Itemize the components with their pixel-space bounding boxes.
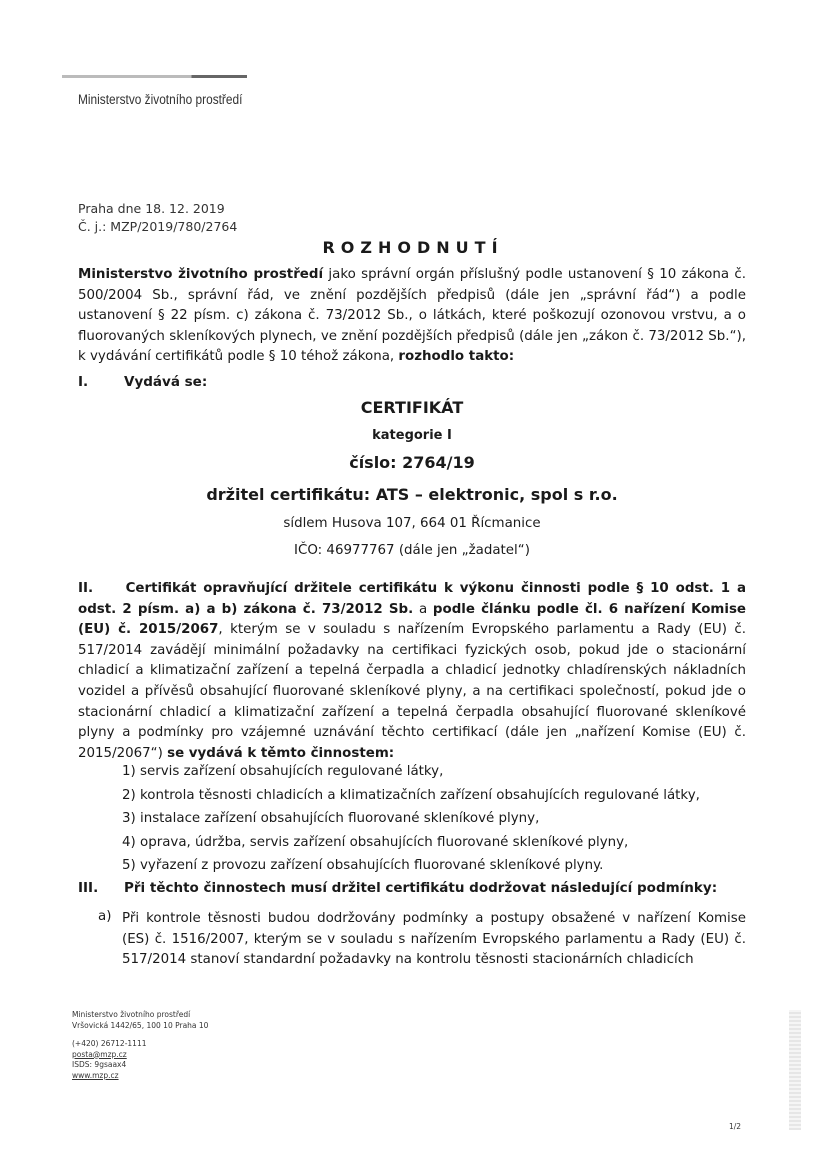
- certificate-number: číslo: 2764/19: [349, 453, 475, 472]
- section-3-label: Při těchto činnostech musí držitel certifikátu dodržovat následující podmínky:: [124, 880, 718, 896]
- footer-address: [72, 1010, 208, 1081]
- intro-text: jako správní orgán příslušný podle ustanovení § 10 zákona č. 500/2004 Sb., správní řád, ve znění pozdějších předpisů (dále jen „správní řád“) a podle ustanovení § 22 písm. c) zákona č. 73/2012 Sb., o látkách, které poškozují ozonovou vrstvu, a o fluorovaných skleníkových plynech, ve znění pozdějších předpisů (dále jen „zákon č. 73/2012 Sb.“), k vydávání certifikátů podle § 10 téhož zákona,: [78, 267, 746, 365]
- footer-isds: ISDS: 9gsaax4: [72, 1060, 127, 1069]
- item-a-marker: a): [98, 909, 112, 924]
- section-2-bold-2: podle článku podle čl. 6 nařízení Komise (EU) č. 2015/2067: [78, 601, 747, 638]
- list-item: 3) instalace zařízení obsahujících fluorované skleníkové plyny,: [122, 811, 540, 826]
- certificate-category: kategorie I: [372, 428, 452, 443]
- ministry-name: Ministerstvo životního prostředí: [78, 92, 243, 107]
- list-item: 5) vyřazení z provozu zařízení obsahujících fluorované skleníkové plyny.: [122, 858, 604, 873]
- certificate-holder: držitel certifikátu: ATS – elektronic, spol s r.o.: [206, 485, 618, 504]
- section-2-paragraph: [78, 578, 746, 764]
- date-line: Praha dne 18. 12. 2019: [78, 201, 225, 216]
- list-item: 1) servis zařízení obsahujících regulované látky,: [122, 764, 444, 779]
- letterhead-bar: [62, 75, 247, 78]
- intro-paragraph: [78, 265, 746, 368]
- intro-tail: rozhodlo takto:: [398, 349, 515, 365]
- intro-lead: Ministerstvo životního prostředí: [78, 267, 324, 282]
- section-2-tail: se vydává k těmto činnostem:: [167, 745, 395, 761]
- activity-list: [122, 760, 700, 878]
- section-2-bold-1: Certifikát opravňující držitele certifikátu k výkonu činnosti podle § 10 odst. 1 a odst. 2 písm. a) a b) zákona č. 73/2012 Sb.: [78, 581, 746, 617]
- footer-phone: (+420) 26712-1111: [72, 1039, 147, 1048]
- holder-ico: IČO: 46977767 (dále jen „žadatel“): [294, 543, 530, 558]
- item-a-text: Při kontrole těsnosti budou dodržovány podmínky a postupy obsažené v nařízení Komise (ES) č. 1516/2007, kterým se v souladu s nařízením Evropského parlamentu a Rady (EU) č. 517/2014 stanoví standardní požadavky na kontrolu těsnosti stacionárních chladicích: [122, 911, 746, 968]
- document-title: ROZHODNUTÍ: [322, 238, 504, 257]
- section-3-number: III.: [78, 880, 99, 896]
- section-1-number: I.: [78, 374, 89, 390]
- certificate-title: CERTIFIKÁT: [360, 398, 464, 417]
- section-2-number: II.: [78, 580, 94, 596]
- footer-web-link[interactable]: www.mzp.cz: [72, 1070, 119, 1080]
- list-item: 4) oprava, údržba, servis zařízení obsahujících fluorované skleníkové plyny,: [122, 834, 629, 850]
- footer-ministry: Ministerstvo životního prostředí: [72, 1010, 191, 1019]
- section-2-text: , kterým se v souladu s nařízením Evropského parlamentu a Rady (EU) č. 517/2014 zavádějí minimální požadavky na certifikaci fyzických osob, pokud jde o stacionární chladicí a klimatizační zařízení a tepelná čerpadla a chladicí jednotky chladírenských nákladních vozidel a přívěsů obsahující fluorované skleníkové plyny, a na certifikaci společností, pokud jde o stacionární chladicí a klimatizační zařízení a tepelná čerpadla obsahující fluorované skleníkové plyny a podmínky pro vzájemné uznávání těchto certifikací (dále jen „nařízení Komise (EU) č. 2015/2067“): [78, 622, 746, 761]
- page-number: 1/2: [729, 1122, 742, 1131]
- holder-address: sídlem Husova 107, 664 01 Řícmanice: [283, 516, 541, 531]
- reference-number: Č. j.: MZP/2019/780/2764: [78, 219, 238, 234]
- footer-email-link[interactable]: posta@mzp.cz: [72, 1049, 127, 1059]
- section-1-label: Vydává se:: [124, 374, 208, 390]
- footer-street: Vršovická 1442/65, 100 10 Praha 10: [72, 1020, 209, 1030]
- scan-edge-artifact: [789, 1010, 801, 1130]
- section-2-mid: a: [413, 601, 433, 617]
- list-item: 2) kontrola těsnosti chladicích a klimatizačních zařízení obsahujících regulované látky,: [122, 787, 700, 803]
